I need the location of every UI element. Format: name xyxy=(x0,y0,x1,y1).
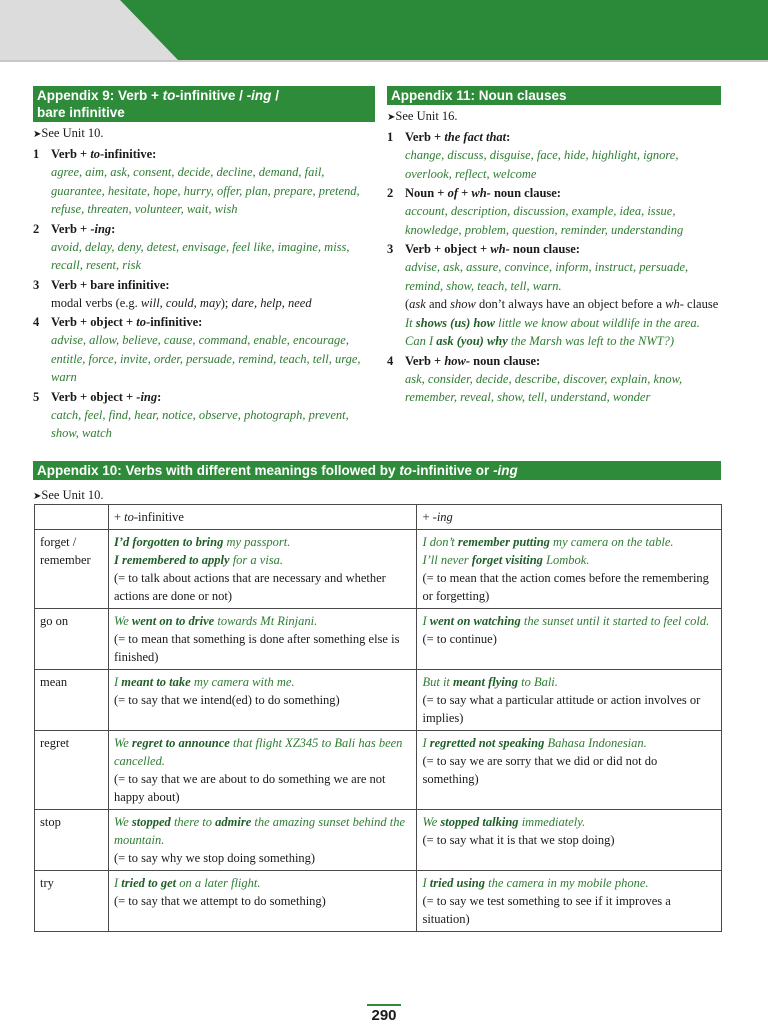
table-row: mean I meant to take my camera with me. (= to say that we intend(ed) to do something) But it meant flying to Bali. (= to say what a particular attitude or action involves or implies) xyxy=(35,670,722,731)
table-row: stop We stopped there to admire the amazing sunset behind the mountain. (= to say why we stop doing something) We stopped talking immediately. (= to say what it is that we stop doing) xyxy=(35,810,722,871)
see-unit-reference: ➤See Unit 16. xyxy=(387,109,458,123)
appendix-11-heading: Appendix 11: Noun clauses xyxy=(387,86,721,105)
table-row: go on We went on to drive towards Mt Rinjani. (= to mean that something is done after something else is finished) I went on watching the sunset until it started to feel cold. (= to continue) xyxy=(35,609,722,670)
table-header-row: + to-infinitive + -ing xyxy=(35,505,722,530)
list-item: 2 Verb + -ing: avoid, delay, deny, detest, envisage, feel like, imagine, miss, recall, resent, risk xyxy=(33,221,350,272)
usage-note: (ask and show don’t always have an object before a wh- clause xyxy=(405,297,719,311)
appendix-9-heading: Appendix 9: Verb + to-infinitive / -ing / bare infinitive xyxy=(33,86,375,122)
appendix-11-section xyxy=(387,86,721,407)
appendix-9-section xyxy=(33,86,375,443)
list-item: 1 Verb + to-infinitive: agree, aim, ask, consent, decide, decline, demand, fail, guarantee, hesitate, hope, hurry, offer, plan, prepare, pretend, refuse, threaten, volunteer, wait, wish xyxy=(33,147,360,216)
list-item: 4 Verb + object + to-infinitive: advise, allow, believe, cause, command, enable, encourage, entitle, force, invite, order, persuade, remind, teach, tell, urge, warn xyxy=(33,315,361,384)
page-number: 290 xyxy=(0,1004,768,1024)
see-unit-reference: ➤See Unit 10. xyxy=(33,488,104,502)
page-header-band xyxy=(0,0,768,62)
appendix-10-heading: Appendix 10: Verbs with different meanings followed by to-infinitive or -ing xyxy=(33,461,721,480)
verb-meanings-table xyxy=(34,504,722,932)
arrow-right-icon: ➤ xyxy=(33,491,42,502)
arrow-right-icon: ➤ xyxy=(33,129,42,140)
list-item: 3 Verb + object + wh- noun clause: advise, ask, assure, convince, inform, instruct, persuade, remind, show, teach, tell, warn. (ask and show don’t always have an object before a wh- clause It shows (us) how little we know about wildlife in the area. Can I ask (you) why the Marsh was left to the NWT?) xyxy=(387,240,721,351)
table-row: forget / remember I’d forgotten to bring my passport. I remembered to apply for a visa. (= to talk about actions that are necessary and whether actions are done or not) I don’t remember putting my camera on the table. I’ll never forget visiting Lombok. (= to mean that the action comes before the remembering or forgetting) xyxy=(35,530,722,609)
list-item: 4 Verb + how- noun clause: ask, consider, decide, describe, discover, explain, know, remember, reveal, show, tell, understand, wonder xyxy=(387,353,683,404)
example-sentence: It shows (us) how little we know about wildlife in the area. Can I ask (you) why the Marsh was left to the NWT?) xyxy=(405,315,700,348)
see-unit-reference: ➤See Unit 10. xyxy=(33,126,104,140)
table-row: try I tried to get on a later flight. (= to say that we attempt to do something) I tried using the camera in my mobile phone. (= to say we test something to see if it improves a situation) xyxy=(35,871,722,932)
list-item: 2 Noun + of + wh- noun clause: account, description, discussion, example, idea, issue, knowledge, problem, question, reminder, understanding xyxy=(387,186,684,237)
arrow-right-icon: ➤ xyxy=(387,112,396,123)
list-item: 3 Verb + bare infinitive: modal verbs (e.g. will, could, may); dare, help, need xyxy=(33,277,312,310)
list-item: 1 Verb + the fact that: change, discuss, disguise, face, hide, highlight, ignore, overlook, reflect, welcome xyxy=(387,130,679,181)
table-row: regret We regret to announce that flight XZ345 to Bali has been cancelled. (= to say that we are about to do something we are not happy about) I regretted not speaking Bahasa Indonesian. (= to say we are sorry that we did or did not do something) xyxy=(35,731,722,810)
list-item: 5 Verb + object + -ing: catch, feel, find, hear, notice, observe, photograph, prevent, show, watch xyxy=(33,389,349,440)
